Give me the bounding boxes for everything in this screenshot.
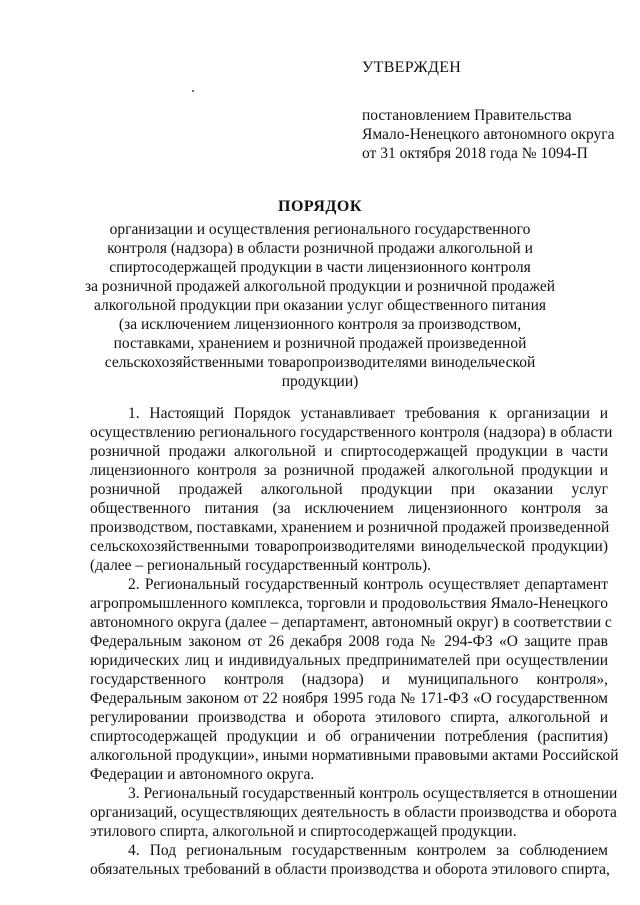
subtitle-line: контроля (надзора) в области розничной продажи алкогольной и: [107, 240, 533, 257]
paragraph-line: спиртосодержащей продукции и об ограничении потребления (распития): [90, 728, 608, 745]
paragraph-line: этилового спирта, алкогольной и спиртосодержащей продукции.: [90, 823, 517, 840]
subtitle-line: продукции): [281, 373, 359, 390]
subtitle-line: сельскохозяйственными товаропроизводителями винодельческой: [104, 354, 536, 371]
paragraph-line: Федерации и автономного округа.: [90, 766, 315, 783]
subtitle-line: алкогольной продукции при оказании услуг общественного питания: [94, 297, 546, 314]
paragraph-line: алкогольной продукции», иными нормативными правовыми актами Российской: [90, 747, 619, 764]
approval-block: [362, 58, 622, 163]
paragraph-line: обязательных требований в области производства и оборота этилового спирта,: [90, 861, 610, 878]
paragraph-line: 1. Настоящий Порядок устанавливает требования к организации и: [128, 405, 608, 422]
paragraph-line: лицензионного контроля за розничной продажей алкогольной продукции и: [90, 462, 608, 479]
paragraph-line: Федеральным законом от 22 ноября 1995 года № 171-ФЗ «О государственном: [90, 690, 608, 707]
paragraph-1: [90, 404, 613, 575]
paragraph-line: автономного округа (далее – департамент, автономный округ) в соответствии с: [90, 614, 612, 631]
paragraph-line: государственного контроля (надзора) и муниципального контроля»,: [90, 671, 608, 688]
approval-line: постановлением Правительства: [362, 107, 572, 124]
document-body: [90, 404, 619, 879]
paragraph-line: 3. Региональный государственный контроль осуществляется в отношении: [128, 785, 618, 802]
paragraph-line: 2. Региональный государственный контроль осуществляет департамент: [128, 576, 608, 593]
paragraph-line: производством, поставками, хранением и розничной продажей произведенной: [90, 519, 610, 536]
paragraph-line: 4. Под региональным государственным контролем за соблюдением: [128, 842, 608, 859]
scan-speck: [192, 90, 194, 92]
paragraph-line: сельскохозяйственными товаропроизводителями винодельческой продукции): [90, 538, 608, 555]
paragraph-line: регулировании производства и оборота этилового спирта, алкогольной и: [90, 709, 608, 726]
paragraph-line: (далее – региональный государственный контроль).: [90, 557, 431, 574]
paragraph-line: Федеральным законом от 26 декабря 2008 года № 294-ФЗ «О защите прав: [90, 633, 608, 650]
paragraph-line: организаций, осуществляющих деятельность в области производства и оборота: [90, 804, 617, 821]
document-title: ПОРЯДОК: [278, 198, 362, 215]
approval-line: от 31 октября 2018 года № 1094-П: [362, 145, 588, 162]
document-subtitle: [80, 220, 560, 391]
paragraph-4: [90, 841, 608, 879]
approval-line: Ямало-Ненецкого автономного округа: [362, 126, 615, 143]
approval-title: УТВЕРЖДЕН: [362, 59, 462, 76]
subtitle-line: спиртосодержащей продукции в части лицензионного контроля: [109, 259, 531, 276]
paragraph-line: осуществлению регионального государственного контроля (надзора) в области: [90, 424, 613, 441]
subtitle-line: поставками, хранением и розничной продажей произведенной: [113, 335, 527, 352]
paragraph-line: юридических лиц и индивидуальных предпринимателей при осуществлении: [90, 652, 608, 669]
subtitle-line: организации и осуществления регионального государственного: [109, 221, 531, 238]
paragraph-line: общественного питания (за исключением лицензионного контроля за: [90, 500, 608, 517]
subtitle-line: (за исключением лицензионного контроля за производством,: [118, 316, 522, 333]
paragraph-3: [90, 784, 618, 841]
paragraph-line: розничной продажи алкогольной и спиртосодержащей продукции в части: [90, 443, 608, 460]
subtitle-line: за розничной продажей алкогольной продукции и розничной продажей: [84, 278, 555, 295]
paragraph-2: [90, 575, 619, 784]
paragraph-line: агропромышленного комплекса, торговли и продовольствия Ямало-Ненецкого: [90, 595, 608, 612]
paragraph-line: розничной продажей алкогольной продукции при оказании услуг: [90, 481, 608, 498]
